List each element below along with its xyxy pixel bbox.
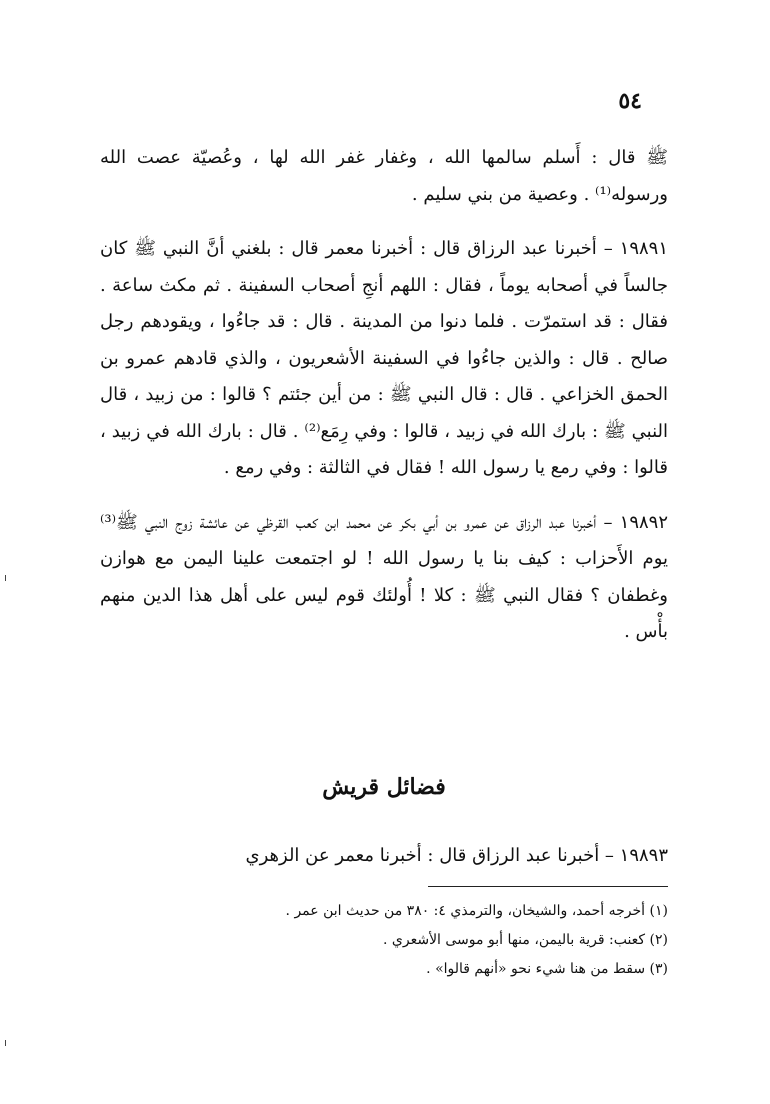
hadith-19892: ١٩٨٩٢ – أخبرنا عبد الرزاق عن عمرو بن أبي بكر عن محمد ابن كعب القرظي عن عائشة زوج النبي ﷺ⁽³⁾ يوم الأَحزاب : كيف بنا يا رسول الله ! لو اجتمعت علينا اليمن مع هوازن وغطفان ؟ فقال النبي ﷺ : كلا ! أُولئك قوم ليس على أهل هذا الدين منهم بأْس . xyxy=(100,511,668,642)
page-number: ٥٤ xyxy=(618,88,642,114)
footnote-2: (٢) كعنب: قرية باليمن، منها أبو موسى الأشعري . xyxy=(383,932,668,948)
scan-edge-mark xyxy=(5,1040,6,1046)
footnotes xyxy=(100,897,668,984)
footnote-1: (١) أخرجه أحمد، والشيخان، والترمذي ٤: ٣٨٠ من حديث ابن عمر . xyxy=(285,903,668,919)
scan-edge-mark xyxy=(5,575,6,581)
section-title: فضائل قريش xyxy=(322,774,446,800)
hadith-19891: ١٩٨٩١ – أخبرنا عبد الرزاق قال : أخبرنا معمر قال : بلغني أنَّ النبي ﷺ كان جالساً في أصحابه يوماً ، فقال : اللهم أنجِ أصحاب السفينة . ثم مكث ساعة . فقال : قد استمرّت . فلما دنوا من المدينة . قال : قد جاءُوا ، ويقودهم رجل صالح . قال : والذين جاءُوا في السفينة الأشعريون ، والذي قادهم عمرو بن الحمق الخزاعي . قال : قال النبي ﷺ : من أين جئتم ؟ قالوا : من زبيد ، قال النبي ﷺ : بارك الله في زبيد ، قالوا : وفي رِمَع⁽²⁾ . قال : بارك الله في زبيد ، قالوا : وفي رمع يا رسول الله ! فقال في الثالثة : وفي رمع . xyxy=(100,238,669,478)
footnote-3: (٣) سقط من هنا شيء نحو «أنهم قالوا» . xyxy=(426,961,668,977)
footnote-divider xyxy=(428,886,668,887)
body-text xyxy=(100,140,668,651)
hadith-19893: ١٩٨٩٣ – أخبرنا عبد الرزاق قال : أخبرنا معمر عن الزهري xyxy=(245,845,668,866)
paragraph-continuation: ﷺ قال : أَسلم سالمها الله ، وغفار غفر الله لها ، وعُصيّة عصت الله ورسوله⁽¹⁾ . وعصية من بني سليم . xyxy=(100,147,668,205)
